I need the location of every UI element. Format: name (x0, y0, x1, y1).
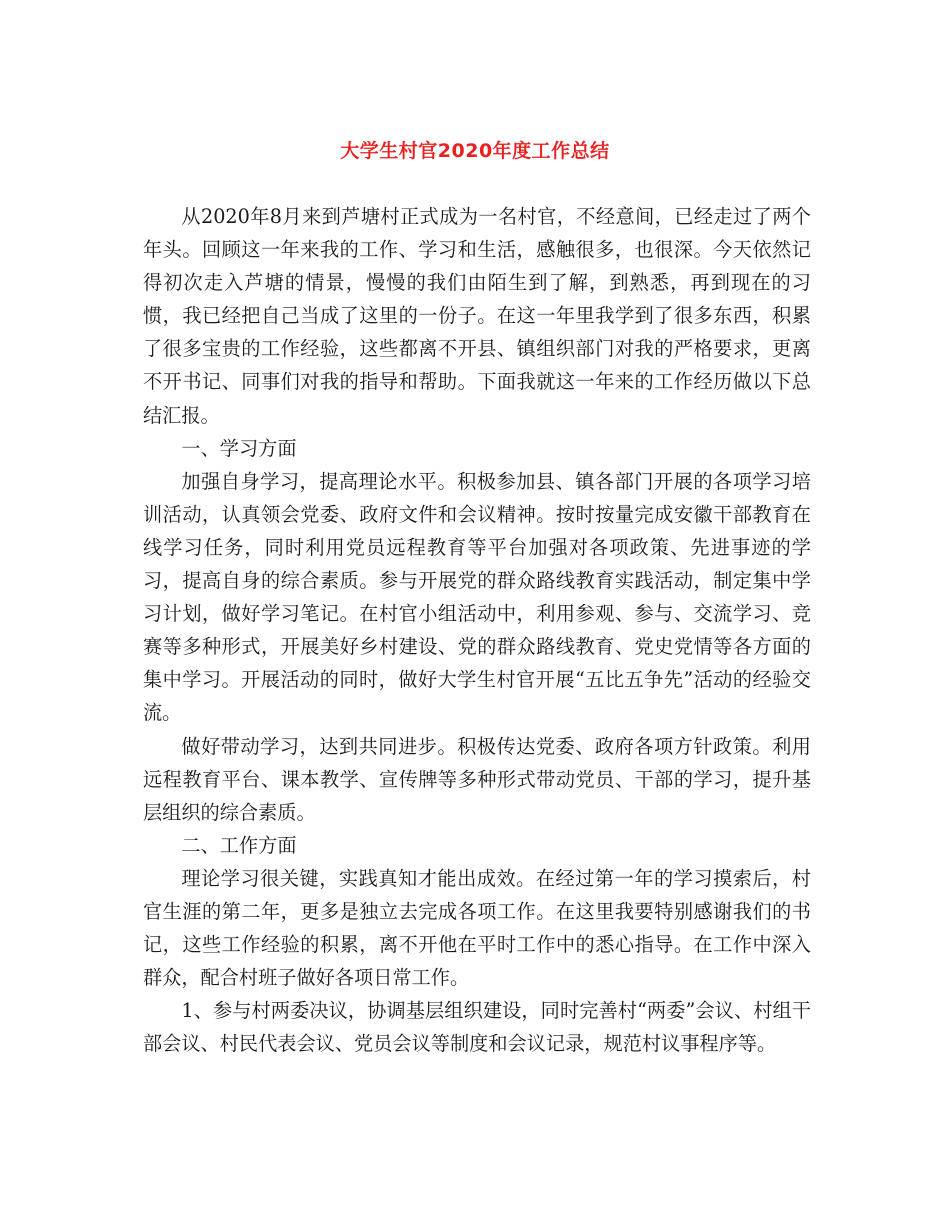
section-heading-work: 二、工作方面 (181, 833, 297, 857)
section-heading-study: 一、学习方面 (181, 436, 297, 460)
paragraph-intro: 从2020年8月来到芦塘村正式成为一名村官，不经意间，已经走过了两个年头。回顾这一年来我的工作、学习和生活，感触很多，也很深。今天依然记得初次走入芦塘的情景，慢慢的我们由陌生到了解，到熟悉，再到现在的习惯，我已经把自己当成了这里的一份子。在这一年里我学到了很多东西，积累了很多宝贵的工作经验，这些都离不开县、镇组织部门对我的严格要求，更离不开书记、同事们对我的指导和帮助。下面我就这一年来的工作经历做以下总结汇报。 (143, 205, 811, 427)
paragraph-work-item-1: 1、参与村两委决议，协调基层组织建设，同时完善村“两委”会议、村组干部会议、村民代表会议、党员会议等制度和会议记录，规范村议事程序等。 (143, 999, 811, 1056)
paragraph-work-practice: 理论学习很关键，实践真知才能出成效。在经过第一年的学习摸索后，村官生涯的第二年，更多是独立去完成各项工作。在这里我要特别感谢我们的书记，这些工作经验的积累，离不开他在平时工作中的悉心指导。在工作中深入群众，配合村班子做好各项日常工作。 (143, 866, 811, 990)
paragraph-self-study: 加强自身学习，提高理论水平。积极参加县、镇各部门开展的各项学习培训活动，认真领会党委、政府文件和会议精神。按时按量完成安徽干部教育在线学习任务，同时利用党员远程教育等平台加强对各项政策、先进事迹的学习，提高自身的综合素质。参与开展党的群众路线教育实践活动，制定集中学习计划，做好学习笔记。在村官小组活动中，利用参观、参与、交流学习、竞赛等多种形式，开展美好乡村建设、党的群众路线教育、党史党情等各方面的集中学习。开展活动的同时，做好大学生村官开展“五比五争先”活动的经验交流。 (143, 469, 811, 725)
document-body (143, 200, 811, 1060)
paragraph-lead-study: 做好带动学习，达到共同进步。积极传达党委、政府各项方针政策。利用远程教育平台、课本教学、宣传牌等多种形式带动党员、干部的学习，提升基层组织的综合素质。 (143, 734, 811, 824)
document-title: 大学生村官2020年度工作总结 (340, 140, 610, 162)
